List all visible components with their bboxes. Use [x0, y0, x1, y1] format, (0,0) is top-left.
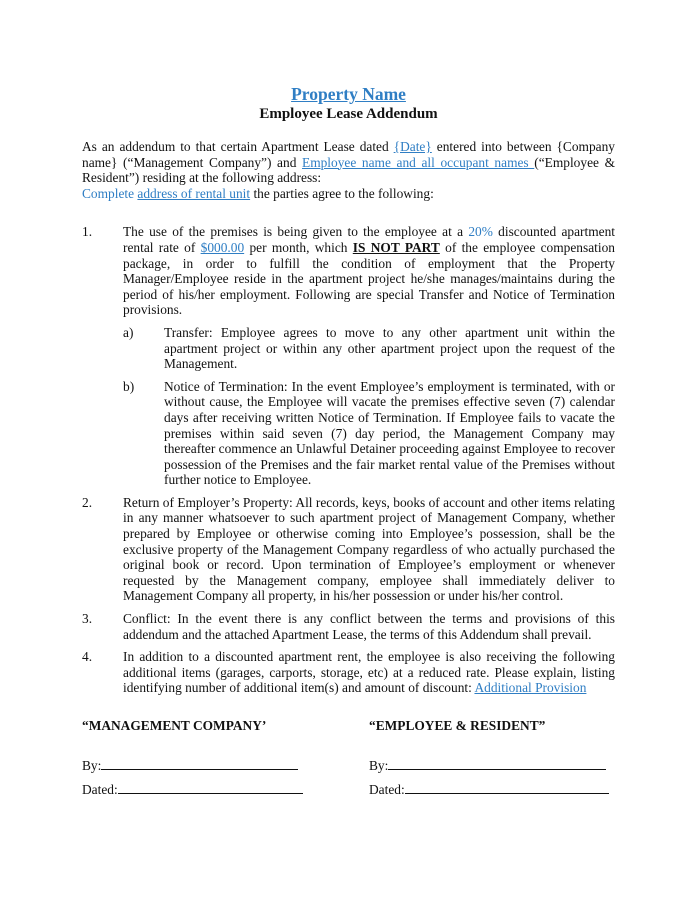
item-text: The use of the premises is being given to the employee at a — [123, 224, 469, 240]
list-item — [82, 495, 615, 604]
item-number: 1. — [82, 224, 93, 240]
employee-signature-column — [369, 718, 615, 798]
dated-line — [369, 781, 615, 798]
sub-item-text: Notice of Termination: In the event Employee’s employment is terminated, with or without cause, the Employee will vacate the premises effective seven (7) calendar days after receiving written Notice of Termination. If Employee fails to vacate the premises within said seven (7) day period, the Management Company may thereafter commence an Unlawful Detainer proceeding against Employee to recover possession of the Premises and the fair market rental value of the Premises without further notice to Employee. — [164, 378, 615, 488]
employee-name-field[interactable]: Employee name and all occupant names — [302, 154, 535, 170]
dated-label: Dated: — [82, 782, 118, 798]
sub-item-text: Transfer: Employee agrees to move to any other apartment unit within the apartment project or within any other apartment project upon the request of the Management. — [164, 324, 615, 372]
signature-blank[interactable] — [388, 757, 606, 770]
by-label: By: — [369, 757, 389, 773]
signature-blank[interactable] — [101, 757, 298, 770]
by-line — [369, 757, 615, 774]
list-item — [82, 611, 615, 642]
document-subtitle: Employee Lease Addendum — [259, 106, 438, 122]
address-field[interactable]: address of rental unit — [137, 185, 251, 201]
by-line — [82, 757, 342, 774]
sub-item — [123, 325, 615, 372]
management-signature-column — [82, 718, 342, 798]
document-page — [82, 84, 615, 818]
item-number: 2. — [82, 494, 93, 510]
terms-list — [82, 224, 615, 696]
intro-text: (“Employee & Resident”) residing at the following address: — [82, 154, 615, 186]
dated-label: Dated: — [369, 782, 405, 798]
intro-text: the parties agree to the following: — [250, 185, 434, 201]
property-name-title[interactable]: Property Name — [291, 84, 406, 104]
sub-item-letter: b) — [123, 378, 135, 394]
discount-percent-field[interactable]: 20% — [468, 224, 493, 240]
sub-item-letter: a) — [123, 324, 134, 340]
emphasis-text: IS NOT PART — [352, 239, 440, 255]
date-blank[interactable] — [118, 781, 303, 794]
item-text: per month, which — [244, 239, 353, 255]
by-label: By: — [82, 757, 102, 773]
item-text: Return of Employer’s Property: All records, keys, books of account and other items relating in any manner whatsoever to such apartment project of Management Company, whether prepared by Employee or otherwise coming into Employee’s possession, shall be the exclusive property of the Management Company regardless of who actually purchased the original book or record. Upon termination of Employee’s employment or whenever requested by the Management company, employee shall immediately deliver to Management Company all property, in his/her possession or under his/her control. — [123, 494, 615, 604]
item-text: Conflict: In the event there is any conflict between the terms and provisions of this addendum and the attached Apartment Lease, the terms of this Addendum shall prevail. — [123, 611, 615, 642]
intro-text: As an addendum to that certain Apartment Lease dated — [82, 139, 394, 154]
management-heading: “MANAGEMENT COMPANY’ — [82, 718, 267, 733]
sub-item — [123, 379, 615, 488]
item-text: discounted apartment rental rate of — [123, 224, 615, 255]
rental-rate-field[interactable]: $000.00 — [200, 239, 245, 255]
item-text: In addition to a discounted apartment rent, the employee is also receiving the following additional items (garages, carports, storage, etc) at a reduced rate. Please explain, listing identifying number of additional item(s) and amount of discount: — [123, 649, 615, 696]
signature-block — [82, 718, 615, 818]
additional-provision-field[interactable]: Additional Provision — [474, 680, 587, 696]
item-number: 3. — [82, 611, 93, 627]
list-item — [82, 224, 615, 488]
date-field[interactable]: {Date} — [393, 139, 432, 154]
item-text: of the employee compensation package, in order to fulfill the condition of employment that the Property Manager/Employee reside in the apartment project he/she manages/maintains during the period of his/her employment. Following are special Transfer and Notice of Termination provisions. — [123, 239, 615, 318]
dated-line — [82, 781, 342, 798]
employee-heading: “EMPLOYEE & RESIDENT” — [369, 718, 546, 733]
item-number: 4. — [82, 649, 93, 665]
address-field-prefix[interactable]: Complete — [82, 185, 138, 201]
intro-paragraph — [82, 139, 615, 201]
intro-text: entered into between {Company name} (“Management Company”) and — [82, 139, 616, 170]
date-blank[interactable] — [405, 781, 609, 794]
list-item — [82, 649, 615, 696]
